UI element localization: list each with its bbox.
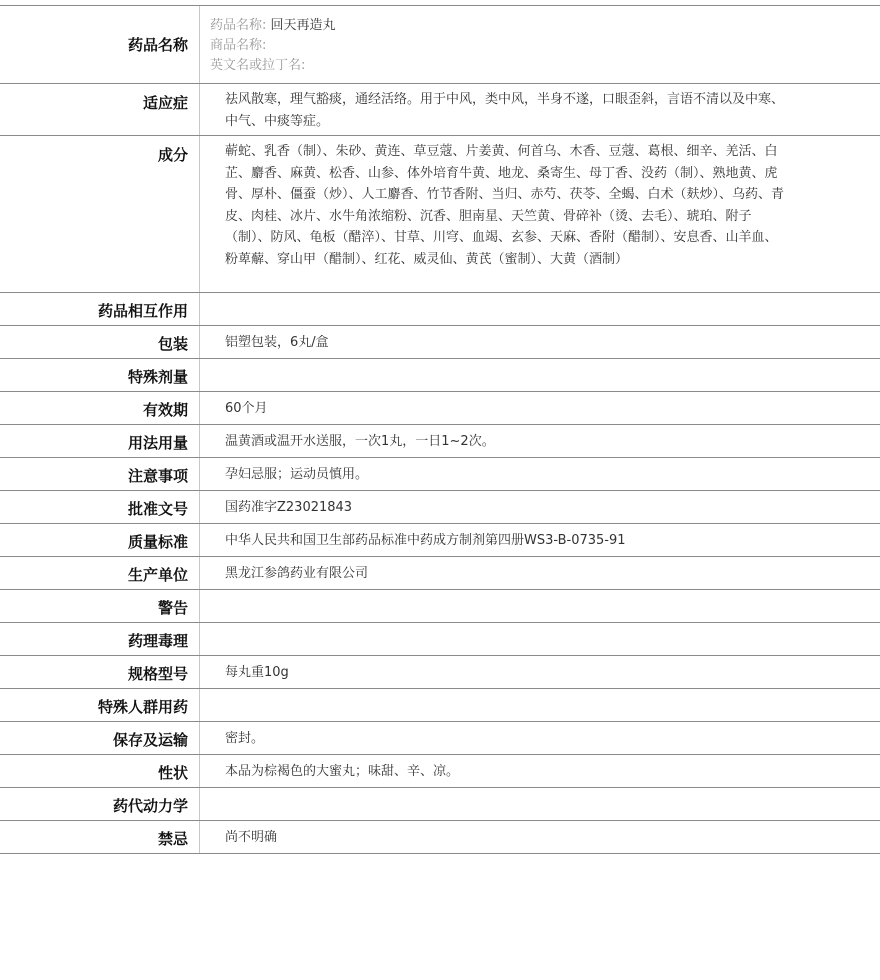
row-label: 特殊人群用药 — [0, 689, 200, 721]
row-usage — [0, 425, 880, 458]
row-value: 国药准字Z23021843 — [225, 500, 353, 516]
english-name-line — [210, 56, 305, 76]
row-warning — [0, 590, 880, 623]
trade-name-label: 商品名称: — [210, 38, 267, 53]
row-value: 孕妇忌服；运动员慎用。 — [225, 467, 369, 483]
row-value: 每丸重10g — [225, 665, 289, 681]
row-label: 保存及运输 — [0, 722, 200, 754]
row-value: 本品为棕褐色的大蜜丸；味甜、辛、凉。 — [225, 764, 460, 780]
row-manufacturer — [0, 557, 880, 590]
row-label: 药品名称 — [0, 6, 200, 83]
english-name-label: 英文名或拉丁名: — [210, 58, 306, 73]
row-label: 特殊剂量 — [0, 359, 200, 391]
composition-value: 蕲蛇、乳香（制）、朱砂、黄连、草豆蔻、片姜黄、何首乌、木香、豆蔻、葛根、细辛、羌活、白芷、麝香、麻黄、松香、山参、体外培育牛黄、地龙、桑寄生、母丁香、没药（制）、熟地黄、虎骨、厚朴、僵蚕（炒）、人工麝香、竹节香附、当归、赤芍、茯苓、全蝎、白术（麸炒）、乌药、青皮、肉桂、冰片、水牛角浓缩粉、沉香、胆南星、天竺黄、骨碎补（烫、去毛）、琥珀、附子（制）、防风、龟板（醋淬）、甘草、川穹、血竭、玄参、天麻、香附（醋制）、安息香、山羊血、粉萆薢、穿山甲（醋制）、红花、威灵仙、黄芪（蜜制）、大黄（酒制） — [225, 144, 785, 267]
row-label: 用法用量 — [0, 425, 200, 457]
row-value: 铝塑包装，6丸/盒 — [225, 335, 329, 351]
row-label: 禁忌 — [0, 821, 200, 853]
trade-name-line — [210, 36, 266, 56]
row-label: 包装 — [0, 326, 200, 358]
row-value: 温黄酒或温开水送服，一次1丸，一日1~2次。 — [225, 434, 495, 450]
indication-value: 祛风散寒，理气豁痰，通经活络。用于中风，类中风，半身不遂，口眼歪斜，言语不清以及中寒、中气、中痰等症。 — [225, 92, 785, 129]
row-value — [200, 788, 880, 820]
row-label: 性状 — [0, 755, 200, 787]
row-drug-names — [0, 6, 880, 84]
row-label: 适应症 — [0, 84, 200, 135]
drug-names-value — [200, 6, 880, 83]
row-label: 有效期 — [0, 392, 200, 424]
row-value — [200, 623, 880, 655]
row-label: 药理毒理 — [0, 623, 200, 655]
drug-name-label: 药品名称: — [210, 18, 267, 33]
row-value — [200, 359, 880, 391]
row-label: 批准文号 — [0, 491, 200, 523]
row-precautions — [0, 458, 880, 491]
row-interactions — [0, 293, 880, 326]
row-label: 警告 — [0, 590, 200, 622]
row-packaging — [0, 326, 880, 359]
row-contraindications — [0, 821, 880, 854]
row-value — [200, 689, 880, 721]
drug-spec-table — [0, 5, 880, 854]
drug-name-value: 回天再造丸 — [270, 18, 336, 33]
row-standard — [0, 524, 880, 557]
row-label: 药品相互作用 — [0, 293, 200, 325]
row-approval — [0, 491, 880, 524]
row-description — [0, 755, 880, 788]
row-label: 注意事项 — [0, 458, 200, 490]
row-pharmacology — [0, 623, 880, 656]
row-label: 药代动力学 — [0, 788, 200, 820]
row-shelf-life — [0, 392, 880, 425]
row-special-dosage — [0, 359, 880, 392]
drug-name-line — [210, 16, 336, 36]
row-indication — [0, 84, 880, 136]
row-label: 质量标准 — [0, 524, 200, 556]
row-special-groups — [0, 689, 880, 722]
row-value — [200, 293, 880, 325]
row-label: 成分 — [0, 136, 200, 292]
row-value: 中华人民共和国卫生部药品标准中药成方制剂第四册WS3-B-0735-91 — [225, 533, 626, 549]
row-pharmacokinetics — [0, 788, 880, 821]
row-label: 生产单位 — [0, 557, 200, 589]
row-label: 规格型号 — [0, 656, 200, 688]
row-composition — [0, 136, 880, 293]
row-value: 密封。 — [225, 731, 265, 747]
row-specification — [0, 656, 880, 689]
row-value: 尚不明确 — [225, 830, 278, 846]
row-value — [200, 590, 880, 622]
row-storage — [0, 722, 880, 755]
row-value: 60个月 — [225, 401, 268, 417]
row-value: 黑龙江参鸽药业有限公司 — [225, 566, 369, 582]
